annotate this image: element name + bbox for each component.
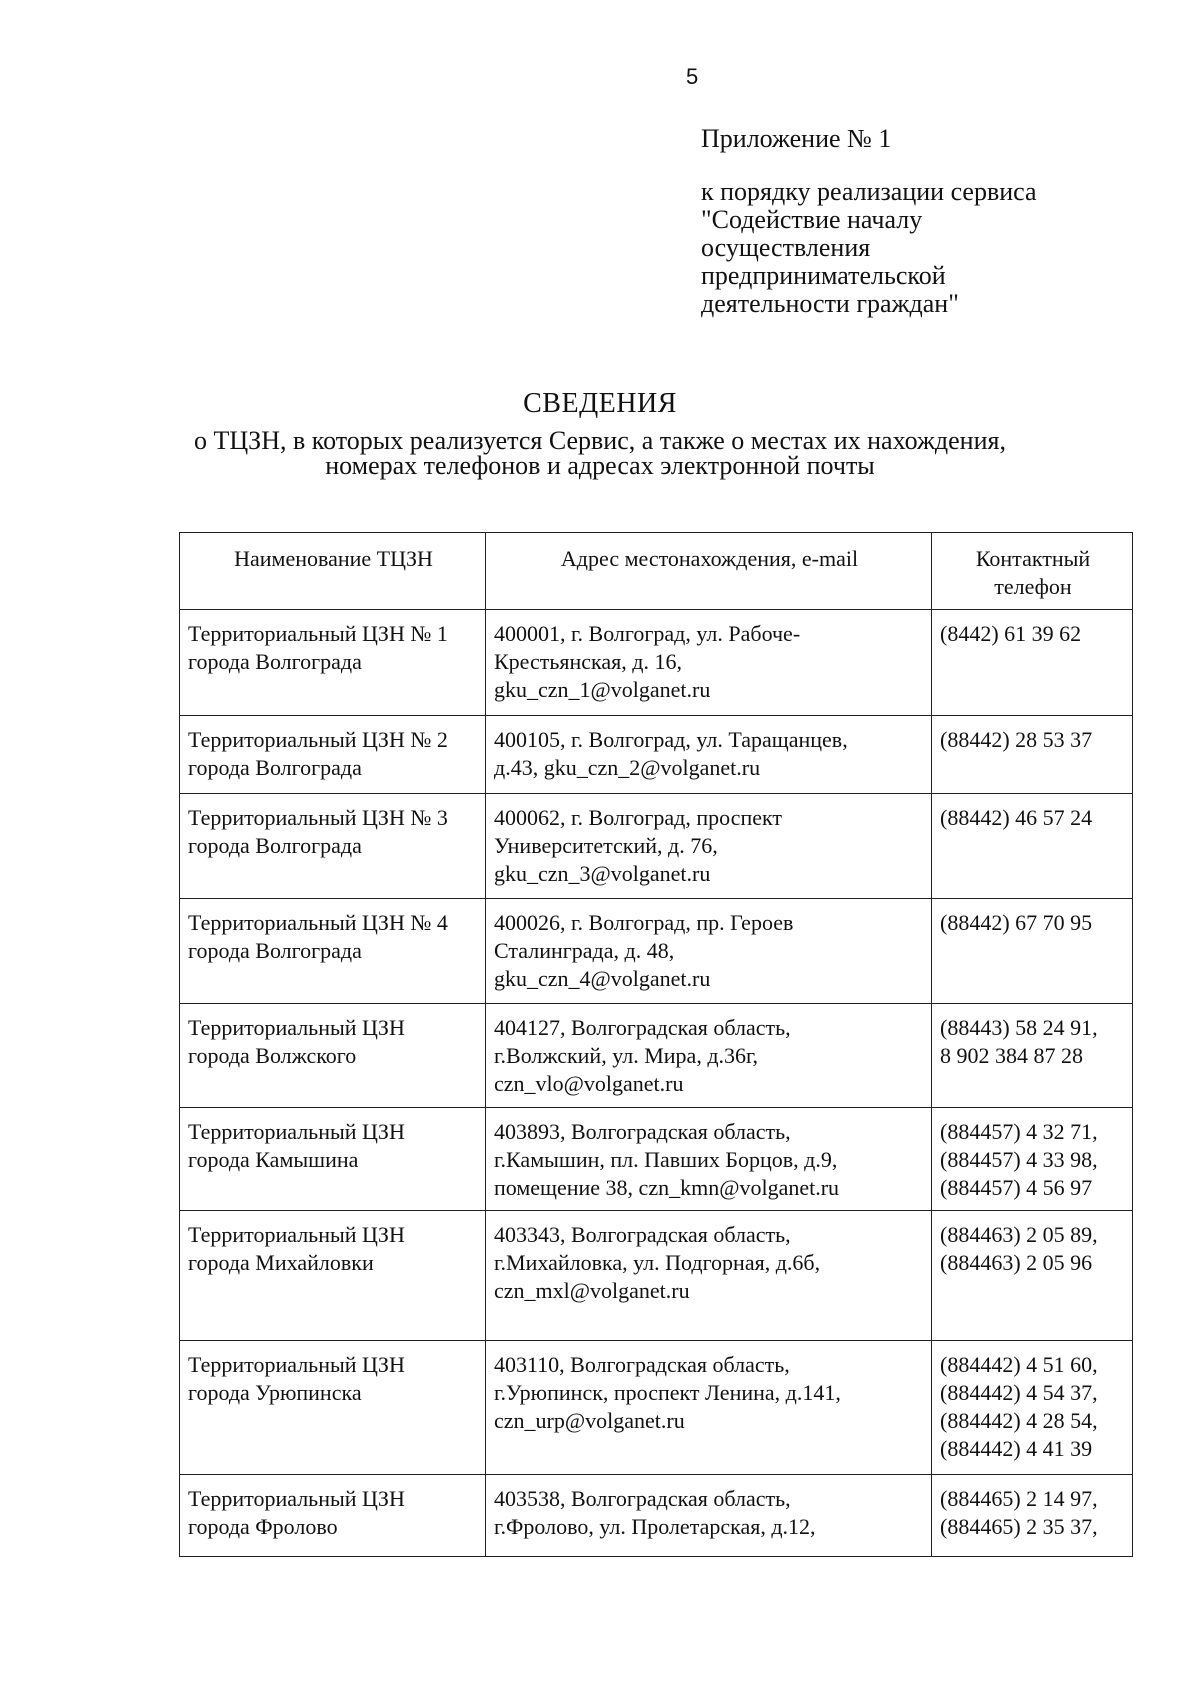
address-cell (486, 1475, 932, 1557)
phone-line: (88442) 67 70 95 (940, 910, 1093, 935)
address-line: д.43, gku_czn_2@volganet.ru (494, 755, 761, 780)
table-row (180, 1341, 1133, 1475)
name-line: города Волгограда (188, 938, 362, 963)
appendix-line: деятельности граждан" (701, 289, 959, 318)
address-cell (486, 716, 932, 794)
table-row (180, 1004, 1133, 1108)
subtitle-line: о ТЦЗН, в которых реализуется Сервис, а также о местах их нахождения, (194, 426, 1006, 455)
phone-line: (88442) 46 57 24 (940, 805, 1093, 830)
name-line: города Волгограда (188, 649, 362, 674)
center-name-cell (180, 1475, 486, 1557)
center-name-cell (180, 1341, 486, 1475)
name-line: Территориальный ЦЗН № 3 (188, 805, 448, 830)
name-line: города Фролово (188, 1514, 338, 1539)
address-line: 400105, г. Волгоград, ул. Таращанцев, (494, 727, 848, 752)
table-header-row (180, 533, 1133, 610)
address-line: г.Камышин, пл. Павших Борцов, д.9, (494, 1147, 838, 1172)
phone-cell (932, 794, 1133, 899)
name-line: Территориальный ЦЗН (188, 1119, 405, 1144)
table-row (180, 794, 1133, 899)
address-cell (486, 1341, 932, 1475)
name-line: города Волгограда (188, 755, 362, 780)
name-line: Территориальный ЦЗН (188, 1352, 405, 1377)
address-line: 403893, Волгоградская область, (494, 1119, 791, 1144)
appendix-line: "Содействие началу (701, 205, 923, 234)
address-cell (486, 610, 932, 716)
page-number: 5 (686, 64, 699, 89)
phone-line: (884463) 2 05 89, (940, 1222, 1098, 1247)
phone-line: (884463) 2 05 96 (940, 1250, 1093, 1275)
subtitle-line: номерах телефонов и адресах электронной почты (325, 451, 875, 480)
address-cell (486, 794, 932, 899)
phone-cell (932, 1108, 1133, 1211)
phone-line: (884442) 4 51 60, (940, 1352, 1098, 1377)
phone-line: (884457) 4 32 71, (940, 1119, 1098, 1144)
phone-cell (932, 1341, 1133, 1475)
name-line: города Волжского (188, 1043, 357, 1068)
header-name (180, 533, 486, 610)
center-name-cell (180, 716, 486, 794)
address-line: Крестьянская, д. 16, (494, 649, 682, 674)
phone-cell (932, 716, 1133, 794)
phone-line: (8442) 61 39 62 (940, 621, 1082, 646)
address-line: 403110, Волгоградская область, (494, 1352, 790, 1377)
phone-line: (884465) 2 14 97, (940, 1486, 1098, 1511)
address-line: czn_mxl@volganet.ru (494, 1278, 690, 1303)
name-line: Территориальный ЦЗН (188, 1222, 405, 1247)
appendix-description (701, 178, 1131, 318)
header-address (486, 533, 932, 610)
name-line: Территориальный ЦЗН № 2 (188, 727, 448, 752)
center-name-cell (180, 899, 486, 1004)
phone-line: (884465) 2 35 37, (940, 1514, 1098, 1539)
phone-cell (932, 1004, 1133, 1108)
header-phone (932, 533, 1133, 610)
center-name-cell (180, 1211, 486, 1341)
address-line: gku_czn_3@volganet.ru (494, 861, 711, 886)
address-line: г.Фролово, ул. Пролетарская, д.12, (494, 1514, 816, 1539)
address-line: 400026, г. Волгоград, пр. Героев (494, 910, 794, 935)
phone-line: (88442) 28 53 37 (940, 727, 1093, 752)
name-line: города Волгограда (188, 833, 362, 858)
phone-line: (884457) 4 56 97 (940, 1175, 1093, 1200)
table-row (180, 610, 1133, 716)
address-cell (486, 899, 932, 1004)
name-line: Территориальный ЦЗН № 1 (188, 621, 448, 646)
address-line: г.Михайловка, ул. Подгорная, д.6б, (494, 1250, 821, 1275)
phone-line: (884442) 4 54 37, (940, 1380, 1098, 1405)
address-line: Сталинграда, д. 48, (494, 938, 675, 963)
center-name-cell (180, 1108, 486, 1211)
appendix-title: Приложение № 1 (701, 124, 892, 153)
center-name-cell (180, 794, 486, 899)
center-name-cell (180, 1004, 486, 1108)
phone-cell (932, 1211, 1133, 1341)
phone-cell (932, 610, 1133, 716)
phone-cell (932, 1475, 1133, 1557)
name-line: Территориальный ЦЗН № 4 (188, 910, 448, 935)
phone-line: (88443) 58 24 91, (940, 1015, 1098, 1040)
phone-line: 8 902 384 87 28 (940, 1043, 1083, 1068)
address-line: 400001, г. Волгоград, ул. Рабоче- (494, 621, 801, 646)
table-row (180, 1211, 1133, 1341)
name-line: города Урюпинска (188, 1380, 362, 1405)
address-line: gku_czn_4@volganet.ru (494, 966, 711, 991)
table-row (180, 1475, 1133, 1557)
table-body (180, 610, 1133, 1557)
name-line: Территориальный ЦЗН (188, 1486, 405, 1511)
address-line: czn_vlo@volganet.ru (494, 1071, 684, 1096)
phone-line: (884442) 4 28 54, (940, 1408, 1098, 1433)
name-line: Территориальный ЦЗН (188, 1015, 405, 1040)
address-line: gku_czn_1@volganet.ru (494, 677, 711, 702)
table-row (180, 899, 1133, 1004)
address-cell (486, 1004, 932, 1108)
header-line: Наименование ТЦЗН (234, 546, 433, 571)
table-row (180, 716, 1133, 794)
address-line: г.Волжский, ул. Мира, д.36г, (494, 1043, 759, 1068)
address-cell (486, 1108, 932, 1211)
header-line: Контактный (975, 546, 1091, 571)
table-row (180, 1108, 1133, 1211)
address-line: Университетский, д. 76, (494, 833, 718, 858)
appendix-line: предпринимательской (701, 261, 946, 290)
document-subtitle (0, 428, 1200, 478)
header-line: телефон (994, 574, 1072, 599)
name-line: города Камышина (188, 1147, 359, 1172)
address-line: г.Урюпинск, проспект Ленина, д.141, (494, 1380, 841, 1405)
czn-table (179, 532, 1133, 1557)
center-name-cell (180, 610, 486, 716)
name-line: города Михайловки (188, 1250, 374, 1275)
address-line: 403343, Волгоградская область, (494, 1222, 791, 1247)
address-line: 400062, г. Волгоград, проспект (494, 805, 782, 830)
document-title: СВЕДЕНИЯ (523, 388, 677, 419)
appendix-line: осуществления (701, 233, 871, 262)
phone-cell (932, 899, 1133, 1004)
phone-line: (884457) 4 33 98, (940, 1147, 1098, 1172)
phone-line: (884442) 4 41 39 (940, 1436, 1093, 1461)
address-line: 404127, Волгоградская область, (494, 1015, 791, 1040)
header-line: Адрес местонахождения, e-mail (560, 546, 859, 571)
address-line: 403538, Волгоградская область, (494, 1486, 791, 1511)
address-cell (486, 1211, 932, 1341)
address-line: помещение 38, czn_kmn@volganet.ru (494, 1175, 840, 1200)
address-line: czn_urp@volganet.ru (494, 1408, 685, 1433)
appendix-line: к порядку реализации сервиса (701, 177, 1037, 206)
